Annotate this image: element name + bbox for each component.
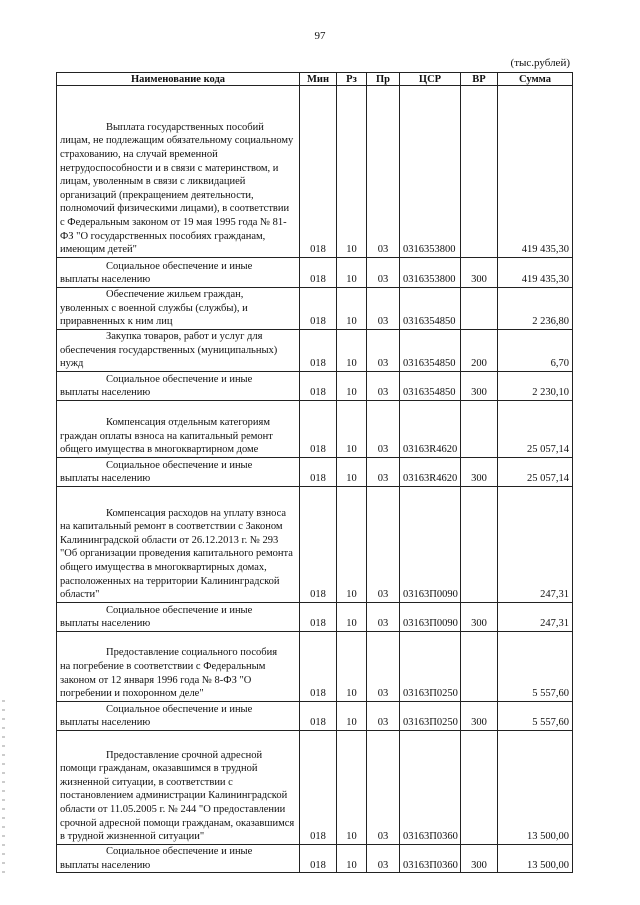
row-pr: 03 <box>367 632 400 702</box>
row-csr: 03163П0250 <box>400 632 461 702</box>
row-name-rest: обеспечения государственных (муниципальных) нужд <box>60 344 278 370</box>
row-sum: 247,31 <box>498 487 573 603</box>
row-name <box>57 487 300 603</box>
table-row <box>57 258 573 288</box>
row-min: 018 <box>300 458 337 487</box>
row-sum: 25 057,14 <box>498 401 573 458</box>
row-csr: 03163R4620 <box>400 401 461 458</box>
row-pr: 03 <box>367 258 400 288</box>
row-pr: 03 <box>367 288 400 330</box>
units-label: (тыс.рублей) <box>510 57 570 69</box>
row-name <box>57 458 300 487</box>
row-sum: 13 500,00 <box>498 731 573 845</box>
row-name <box>57 845 300 873</box>
row-rz: 10 <box>337 458 367 487</box>
row-name <box>57 258 300 288</box>
row-name-first: Предоставление социального пособия <box>106 647 278 659</box>
row-sum: 6,70 <box>498 330 573 372</box>
row-name-rest: граждан оплаты взноса на капитальный ремонт общего имущества в многоквартирном доме <box>60 430 273 456</box>
row-name-first: Социальное обеспечение и иные <box>106 459 253 471</box>
table-row <box>57 372 573 401</box>
table-row <box>57 603 573 632</box>
row-name-rest: помощи гражданам, оказавшимся в трудной жизненной ситуации, в соответствии с постановлением администрации Калининградской области от 11.05.2005 г. № 244 "О предоставлении срочной адресной помощи гражданам, оказавшимся в трудной жизненной ситуации" <box>60 763 295 843</box>
table-row <box>57 845 573 873</box>
row-pr: 03 <box>367 401 400 458</box>
row-vr <box>461 288 498 330</box>
row-name-rest: выплаты населению <box>60 274 151 286</box>
row-name-first: Социальное обеспечение и иные <box>106 260 253 272</box>
row-vr <box>461 487 498 603</box>
row-rz: 10 <box>337 731 367 845</box>
row-pr: 03 <box>367 603 400 632</box>
row-name <box>57 86 300 258</box>
table-header-row <box>57 73 573 86</box>
table-row <box>57 487 573 603</box>
row-min: 018 <box>300 401 337 458</box>
row-name-first: Обеспечение жильем граждан, <box>106 289 244 301</box>
row-name-first: Выплата государственных пособий <box>106 121 264 133</box>
row-min: 018 <box>300 603 337 632</box>
row-rz: 10 <box>337 372 367 401</box>
row-csr: 0316354850 <box>400 372 461 401</box>
header-min: Мин <box>300 73 337 86</box>
row-name <box>57 401 300 458</box>
row-name <box>57 372 300 401</box>
row-name-first: Социальное обеспечение и иные <box>106 846 253 857</box>
header-pr: Пр <box>367 73 400 86</box>
table-row <box>57 86 573 258</box>
row-name <box>57 731 300 845</box>
row-csr: 03163R4620 <box>400 458 461 487</box>
row-sum: 2 236,80 <box>498 288 573 330</box>
row-vr <box>461 86 498 258</box>
row-vr <box>461 731 498 845</box>
table-row <box>57 702 573 731</box>
row-min: 018 <box>300 731 337 845</box>
page-number: 97 <box>314 30 326 42</box>
row-min: 018 <box>300 86 337 258</box>
row-pr: 03 <box>367 702 400 731</box>
row-pr: 03 <box>367 372 400 401</box>
row-min: 018 <box>300 702 337 731</box>
row-rz: 10 <box>337 845 367 873</box>
row-name <box>57 288 300 330</box>
row-rz: 10 <box>337 603 367 632</box>
row-csr: 0316353800 <box>400 258 461 288</box>
row-min: 018 <box>300 487 337 603</box>
row-rz: 10 <box>337 258 367 288</box>
row-vr: 300 <box>461 702 498 731</box>
header-vr: ВР <box>461 73 498 86</box>
row-csr: 0316354850 <box>400 330 461 372</box>
row-name-first: Компенсация расходов на уплату взноса <box>106 507 287 519</box>
row-min: 018 <box>300 372 337 401</box>
header-csr: ЦСР <box>400 73 461 86</box>
row-name-first: Предоставление срочной адресной <box>106 749 263 761</box>
row-vr: 300 <box>461 845 498 873</box>
row-csr: 03163П0360 <box>400 845 461 873</box>
row-name-rest: выплаты населению <box>60 859 151 871</box>
row-pr: 03 <box>367 487 400 603</box>
row-name <box>57 632 300 702</box>
row-vr: 300 <box>461 372 498 401</box>
row-name-first: Социальное обеспечение и иные <box>106 373 253 385</box>
row-name-rest: выплаты населению <box>60 618 151 630</box>
row-name-first: Закупка товаров, работ и услуг для <box>106 331 263 343</box>
row-name-first: Компенсация отдельным категориям <box>106 417 270 429</box>
row-csr: 03163П0090 <box>400 603 461 632</box>
row-name <box>57 603 300 632</box>
row-name-rest: выплаты населению <box>60 387 151 399</box>
row-rz: 10 <box>337 702 367 731</box>
row-min: 018 <box>300 288 337 330</box>
header-sum: Сумма <box>498 73 573 86</box>
row-min: 018 <box>300 258 337 288</box>
row-name-rest: на погребение в соответствии с Федеральным законом от 12 января 1996 года № 8-ФЗ "О погребении и похоронном деле" <box>60 661 266 700</box>
row-sum: 25 057,14 <box>498 458 573 487</box>
row-vr: 300 <box>461 458 498 487</box>
row-sum: 2 230,10 <box>498 372 573 401</box>
row-vr: 200 <box>461 330 498 372</box>
row-pr: 03 <box>367 86 400 258</box>
row-vr <box>461 632 498 702</box>
row-pr: 03 <box>367 458 400 487</box>
row-vr: 300 <box>461 258 498 288</box>
row-csr: 03163П0360 <box>400 731 461 845</box>
row-sum: 5 557,60 <box>498 632 573 702</box>
row-pr: 03 <box>367 845 400 873</box>
row-name-rest: лицам, не подлежащим обязательному социальному страхованию, на случай временной нетрудоспособности и в связи с материнством, и лицам, уволенным в связи с ликвидацией организаций (прекращением деятельности, полномочий физическими лицами), в соответствии с Федеральным законом от 19 мая 1995 года № 81-ФЗ "О государственных пособиях гражданам, имеющим детей" <box>60 135 294 256</box>
row-rz: 10 <box>337 401 367 458</box>
table-row <box>57 458 573 487</box>
row-name-rest: на капитальный ремонт в соответствии с Законом Калининградской области от 26.12.2013 г. № 293 "Об организации проведения капитального ремонта общего имущества в многоквартирных домах, расположенных на территории Калининградской области" <box>60 521 293 601</box>
row-csr: 03163П0090 <box>400 487 461 603</box>
row-rz: 10 <box>337 330 367 372</box>
row-rz: 10 <box>337 487 367 603</box>
row-rz: 10 <box>337 632 367 702</box>
row-name-rest: выплаты населению <box>60 473 151 485</box>
row-name-first: Социальное обеспечение и иные <box>106 604 253 616</box>
scan-edge-marks <box>2 700 5 880</box>
row-sum: 247,31 <box>498 603 573 632</box>
row-name <box>57 702 300 731</box>
row-name-rest: выплаты населению <box>60 717 151 729</box>
budget-table <box>56 72 573 873</box>
table-row <box>57 401 573 458</box>
header-rz: Рз <box>337 73 367 86</box>
table-row <box>57 330 573 372</box>
row-min: 018 <box>300 845 337 873</box>
row-sum: 5 557,60 <box>498 702 573 731</box>
row-min: 018 <box>300 330 337 372</box>
row-vr: 300 <box>461 603 498 632</box>
row-csr: 0316354850 <box>400 288 461 330</box>
row-vr <box>461 401 498 458</box>
row-name-rest: уволенных с военной службы (службы), и приравненных к ним лиц <box>60 302 248 328</box>
row-pr: 03 <box>367 330 400 372</box>
table-row <box>57 632 573 702</box>
row-sum: 419 435,30 <box>498 86 573 258</box>
row-csr: 03163П0250 <box>400 702 461 731</box>
table-row <box>57 731 573 845</box>
row-sum: 13 500,00 <box>498 845 573 873</box>
row-min: 018 <box>300 632 337 702</box>
header-name: Наименование кода <box>57 73 300 86</box>
row-name-first: Социальное обеспечение и иные <box>106 703 253 715</box>
row-csr: 0316353800 <box>400 86 461 258</box>
row-sum: 419 435,30 <box>498 258 573 288</box>
row-rz: 10 <box>337 288 367 330</box>
row-name <box>57 330 300 372</box>
row-pr: 03 <box>367 731 400 845</box>
table-row <box>57 288 573 330</box>
row-rz: 10 <box>337 86 367 258</box>
